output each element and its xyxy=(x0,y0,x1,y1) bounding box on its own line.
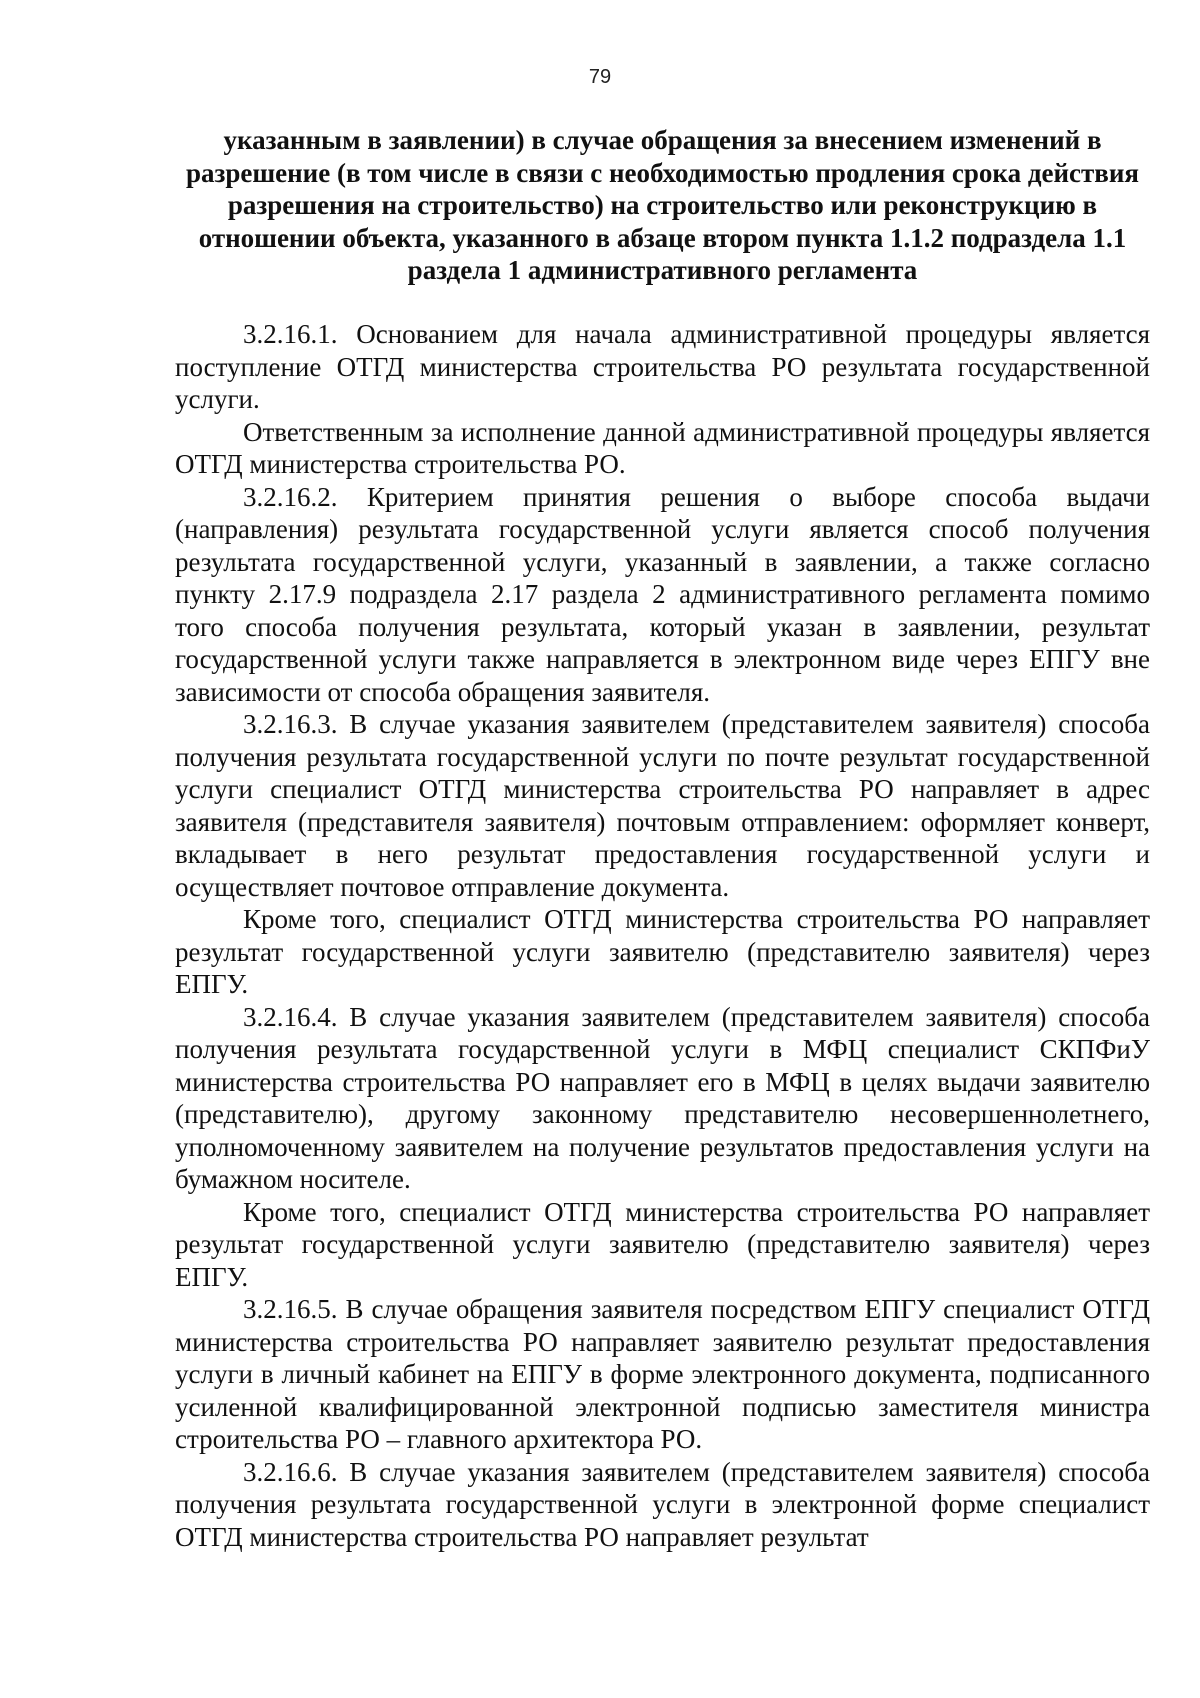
paragraph-3-2-16-1: 3.2.16.1. Основанием для начала административной процедуры является поступление ОТГД министерства строительства РО результата государственной услуги. xyxy=(175,319,1150,414)
paragraph-responsible: Ответственным за исполнение данной административной процедуры является ОТГД министерства строительства РО. xyxy=(175,416,1150,479)
paragraph-3-2-16-2: 3.2.16.2. Критерием принятия решения о выборе способа выдачи (направления) результата государственной услуги является способ получения результата государственной услуги, указанный в заявлении, а также согласно пункту 2.17.9 подраздела 2.17 раздела 2 административного регламента помимо того способа получения результата, который указан в заявлении, результат государственной услуги также направляется в электронном виде через ЕПГУ вне зависимости от способа обращения заявителя. xyxy=(175,481,1150,707)
paragraph-additionally-1: Кроме того, специалист ОТГД министерства строительства РО направляет результат государственной услуги заявителю (представителю заявителя) через ЕПГУ. xyxy=(175,904,1150,999)
paragraph-3-2-16-4: 3.2.16.4. В случае указания заявителем (представителем заявителя) способа получения результата государственной услуги в МФЦ специалист СКПФиУ министерства строительства РО направляет его в МФЦ в целях выдачи заявителю (представителю), другому законному представителю несовершеннолетнего, уполномоченному заявителем на получение результатов предоставления услуги на бумажном носителе. xyxy=(175,1001,1150,1194)
section-heading: указанным в заявлении) в случае обращения за внесением изменений в разрешение (в том числе в связи с необходимостью продления срока действия разрешения на строительство) на строительство или реконструкцию в отношении объекта, указанного в абзаце втором пункта 1.1.2 подраздела 1.1 раздела 1 административного регламента xyxy=(185,125,1140,285)
paragraph-3-2-16-3: 3.2.16.3. В случае указания заявителем (представителем заявителя) способа получения результата государственной услуги по почте результат государственной услуги специалист ОТГД министерства строительства РО направляет в адрес заявителя (представителя заявителя) почтовым отправлением: оформляет конверт, вкладывает в него результат предоставления государственной услуги и осуществляет почтовое отправление документа. xyxy=(175,709,1150,902)
paragraph-3-2-16-6: 3.2.16.6. В случае указания заявителем (представителем заявителя) способа получения результата государственной услуги в электронной форме специалист ОТГД министерства строительства РО направляет результат xyxy=(175,1456,1150,1552)
page-number: 79 xyxy=(588,66,612,88)
paragraph-additionally-2: Кроме того, специалист ОТГД министерства строительства РО направляет результат государственной услуги заявителю (представителю заявителя) через ЕПГУ. xyxy=(175,1196,1150,1292)
body-text xyxy=(175,318,1150,1553)
paragraph-3-2-16-5: 3.2.16.5. В случае обращения заявителя посредством ЕПГУ специалист ОТГД министерства строительства РО направляет заявителю результат предоставления услуги в личный кабинет на ЕПГУ в форме электронного документа, подписанного усиленной квалифицированной электронной подписью заместителя министра строительства РО – главного архитектора РО. xyxy=(175,1294,1150,1454)
